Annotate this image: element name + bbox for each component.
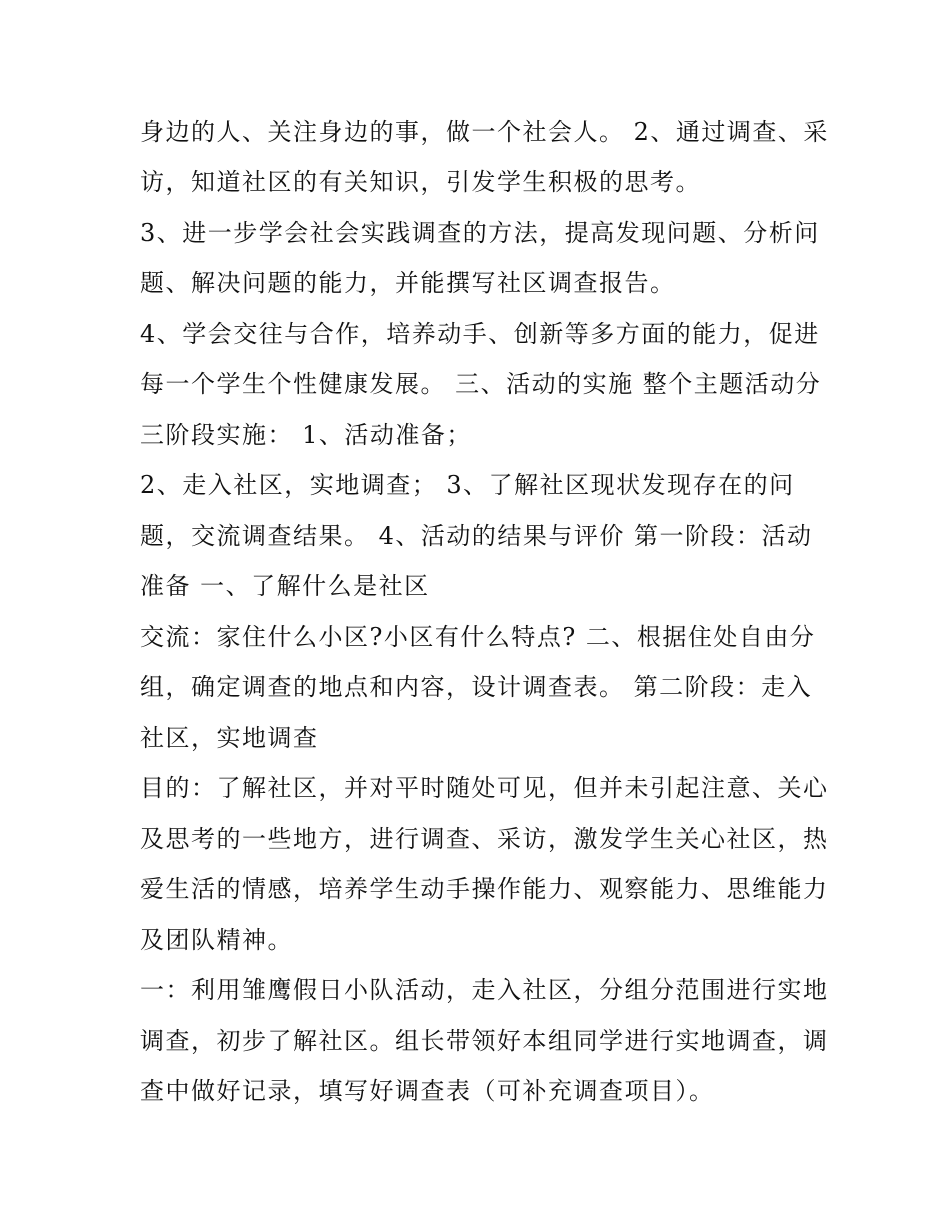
text-line: 目的：了解社区，并对平时随处可见，但并未引起注意、关心 xyxy=(140,774,829,802)
text-line: 组，确定调查的地点和内容，设计调查表。 第二阶段：走入 xyxy=(140,673,813,701)
text-line: 身边的人、关注身边的事，做一个社会人。 2、通过调查、采 xyxy=(140,118,829,146)
text-line: 题、解决问题的能力，并能撰写社区调查报告。 xyxy=(140,269,676,297)
text-line: 2、走入社区，实地调查； 3、了解社区现状发现存在的问 xyxy=(140,471,795,499)
text-line: 每一个学生个性健康发展。 三、活动的实施 整个主题活动分 xyxy=(140,370,822,398)
text-line: 爱生活的情感，培养学生动手操作能力、观察能力、思维能力 xyxy=(140,875,829,903)
text-line: 交流：家住什么小区?小区有什么特点? 二、根据住处自由分 xyxy=(140,623,816,651)
text-line: 一：利用雏鹰假日小队活动，走入社区，分组分范围进行实地 xyxy=(140,976,829,1004)
text-line: 4、学会交往与合作，培养动手、创新等多方面的能力，促进 xyxy=(140,320,820,348)
text-line: 访，知道社区的有关知识，引发学生积极的思考。 xyxy=(140,168,701,196)
text-line: 题，交流调查结果。 4、活动的结果与评价 第一阶段：活动 xyxy=(140,522,813,550)
text-line: 3、进一步学会社会实践调查的方法，提高发现问题、分析问 xyxy=(140,219,820,247)
text-line: 查中做好记录，填写好调查表（可补充调查项目）。 xyxy=(140,1077,715,1105)
text-line: 社区，实地调查 xyxy=(140,724,319,752)
text-line: 及团队精神。 xyxy=(140,926,293,954)
text-line: 准备 一、了解什么是社区 xyxy=(140,572,430,600)
text-line: 调查，初步了解社区。组长带领好本组同学进行实地调查，调 xyxy=(140,1027,829,1055)
text-line: 三阶段实施： 1、活动准备； xyxy=(140,421,472,449)
text-line: 及思考的一些地方，进行调查、采访，激发学生关心社区，热 xyxy=(140,825,829,853)
